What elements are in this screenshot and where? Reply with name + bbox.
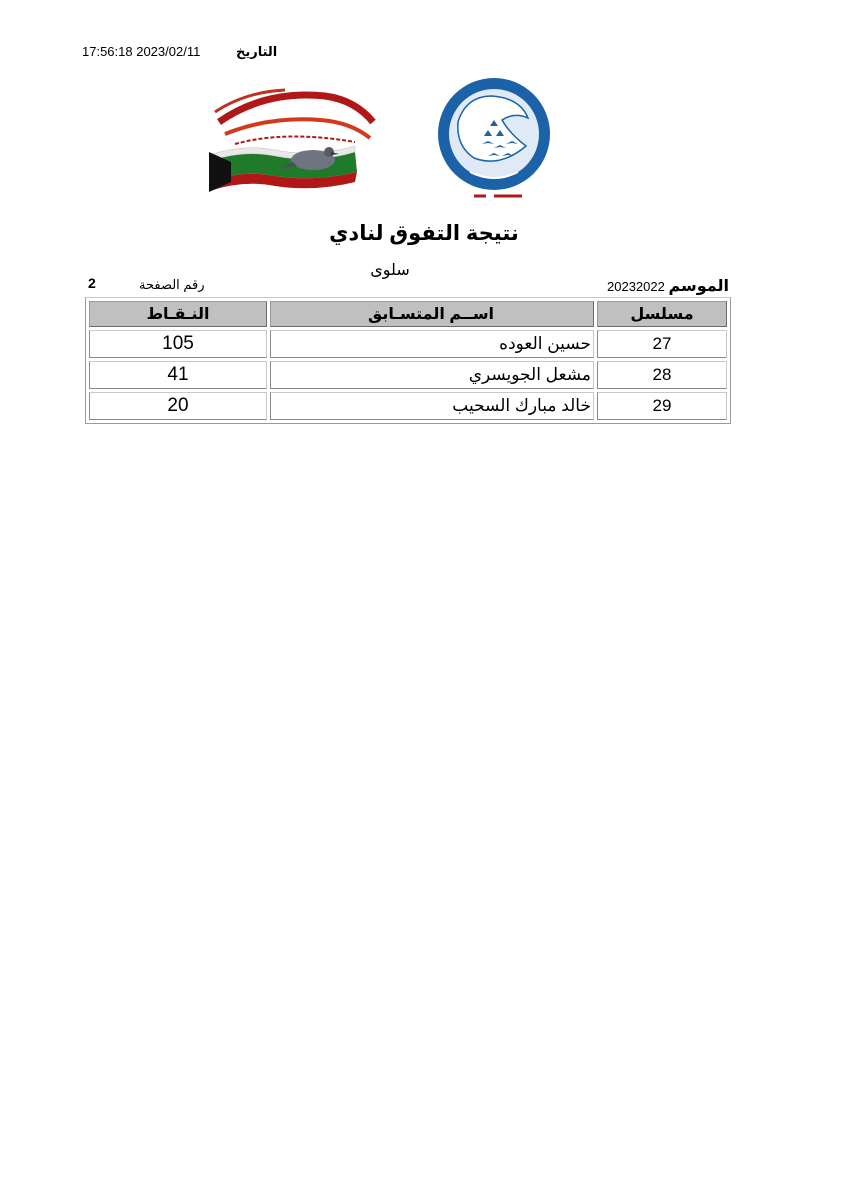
page-number-label: رقم الصفحة (139, 277, 205, 292)
row-competitor-name: خالد مبارك السحيب (270, 392, 594, 420)
row-competitor-name: حسين العوده (270, 330, 594, 358)
table-row (89, 330, 727, 358)
report-date-value: 17:56:18 2023/02/11 (82, 44, 201, 59)
season-label: الموسم (668, 278, 729, 295)
table-header-row (89, 301, 727, 327)
row-serial: 29 (597, 392, 727, 420)
federation-logo (430, 72, 558, 202)
row-serial: 27 (597, 330, 727, 358)
row-points: 20 (89, 392, 267, 420)
page-number-value: 2 (88, 275, 96, 291)
row-competitor-name: مشعل الجويسري (270, 361, 594, 389)
row-serial: 28 (597, 361, 727, 389)
table-row (89, 392, 727, 420)
table-row (89, 361, 727, 389)
region-name: سلوى (370, 262, 410, 279)
report-date-label: التاريخ (236, 44, 278, 59)
header-points: النـقـاط (89, 301, 267, 327)
season-info (607, 276, 729, 296)
row-points: 105 (89, 330, 267, 358)
header-serial: مسلسل (597, 301, 727, 327)
header-competitor-name: اســم المتسـابق (270, 301, 594, 327)
results-table (85, 297, 731, 424)
season-value: 20232022 (607, 279, 665, 294)
report-title: نتيجة التفوق لنادي (329, 222, 519, 245)
row-points: 41 (89, 361, 267, 389)
club-logo (205, 82, 385, 197)
